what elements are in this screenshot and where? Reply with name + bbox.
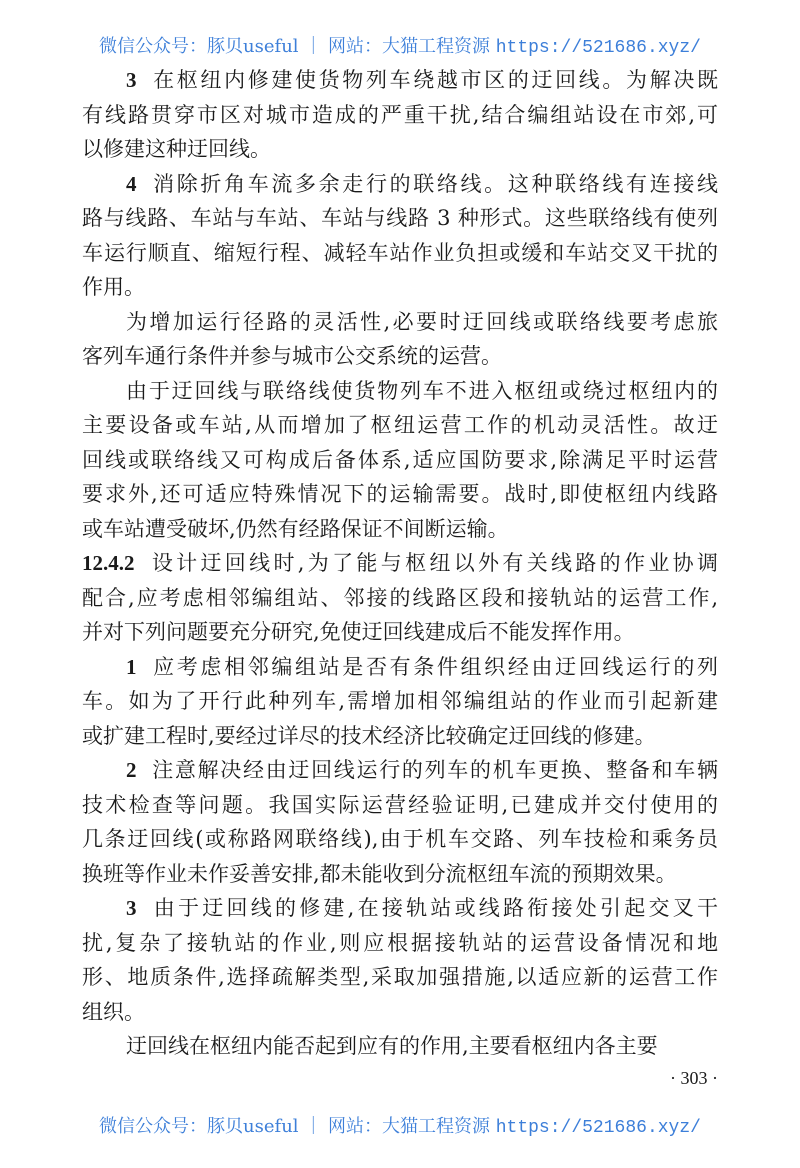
paragraph [82,891,718,1029]
text-line [82,339,718,374]
text-line [82,995,718,1030]
line-text: 注意解决经由迂回线运行的列车的机车更换、整备和车辆 [150,758,718,782]
watermark-url[interactable]: https://521686.xyz/ [495,1118,701,1138]
text-line [82,408,718,443]
text-line [82,822,718,857]
text-line [82,581,718,616]
text-line [82,650,718,685]
line-text: 并对下列问题要充分研究,免使迂回线建成后不能发挥作用。 [82,620,635,644]
item-number: 4 [126,171,137,196]
text-line [82,132,718,167]
text-line [82,443,718,478]
line-text: 车运行顺直、缩短行程、减轻车站作业负担或缓和车站交叉干扰的 [82,240,718,265]
line-text: 作用。 [82,275,145,299]
text-line [82,270,718,305]
line-text: 形、地质条件,选择疏解类型,采取加强措施,以适应新的运营工作 [82,965,718,989]
line-text: 由于迂回线与联络线使货物列车不进入枢纽或绕过枢纽内的 [126,378,718,403]
paragraph [82,650,718,754]
line-text: 为增加运行径路的灵活性,必要时迂回线或联络线要考虑旅 [126,309,718,334]
item-number: 3 [126,896,137,920]
watermark-text: 微信公众号：豚贝useful ｜ 网站：大猫工程资源 [99,36,496,57]
paragraph [82,753,718,891]
watermark-bottom [0,1112,800,1138]
line-text: 在枢纽内修建使货物列车绕越市区的迂回线。为解决既 [150,68,718,92]
line-text: 几条迂回线(或称路网联络线),由于机车交路、列车技检和乘务员 [82,827,718,851]
line-text: 主要设备或车站,从而增加了枢纽运营工作的机动灵活性。故迂 [82,413,718,437]
line-text: 路与线路、车站与车站、车站与线路 3 种形式。这些联络线有使列 [82,206,718,230]
text-line [82,167,718,202]
line-text: 或车站遭受破坏,仍然有经路保证不间断运输。 [82,516,509,541]
item-number: 3 [126,68,137,92]
watermark-top [0,32,800,58]
line-text: 设计迂回线时,为了能与枢纽以外有关线路的作业协调 [148,551,718,575]
line-text: 回线或联络线又可构成后备体系,适应国防要求,除满足平时运营 [82,447,718,472]
line-text: 由于迂回线的修建,在接轨站或线路衔接处引起交叉干 [150,896,718,920]
text-line [82,684,718,719]
line-text: 有线路贯穿市区对城市造成的严重干扰,结合编组站设在市郊,可 [82,102,718,127]
line-text: 应考虑相邻编组站是否有条件组织经由迂回线运行的列 [150,654,718,679]
document-body [82,63,718,1064]
line-text: 以修建这种迂回线。 [82,137,271,161]
section-paragraph [82,546,718,650]
paragraph [82,167,718,305]
watermark-url[interactable]: https://521686.xyz/ [495,38,701,58]
text-line [82,546,718,581]
text-line [82,236,718,271]
text-line [82,477,718,512]
line-text: 组织。 [82,999,145,1024]
line-text: 车。如为了开行此种列车,需增加相邻编组站的作业而引起新建 [82,689,718,713]
text-line [82,753,718,788]
line-text: 换班等作业未作妥善安排,都未能收到分流枢纽车流的预期效果。 [82,861,677,886]
text-line [82,201,718,236]
paragraph [82,374,718,547]
text-line [82,512,718,547]
text-line [82,857,718,892]
line-text: 配合,应考虑相邻编组站、邻接的线路区段和接轨站的运营工作, [82,585,718,610]
text-line [82,788,718,823]
page-number: · 303 · [670,1068,718,1088]
item-number: 1 [126,654,137,679]
section-number: 12.4.2 [82,551,135,575]
paragraph [82,305,718,374]
text-line [82,98,718,133]
text-line [82,305,718,340]
line-text: 技术检查等问题。我国实际运营经验证明,已建成并交付使用的 [82,792,718,817]
line-text: 消除折角车流多余走行的联络线。这种联络线有连接线 [150,171,718,196]
text-line [82,960,718,995]
text-line [82,63,718,98]
item-number: 2 [126,758,137,782]
text-line [82,374,718,409]
text-line [82,615,718,650]
paragraph [82,1029,718,1064]
line-text: 扰,复杂了接轨站的作业,则应根据接轨站的运营设备情况和地 [82,930,718,955]
line-text: 或扩建工程时,要经过详尽的技术经济比较确定迂回线的修建。 [82,723,656,748]
watermark-text: 微信公众号：豚贝useful ｜ 网站：大猫工程资源 [99,1116,496,1137]
text-line [82,1029,718,1064]
text-line [82,719,718,754]
line-text: 迂回线在枢纽内能否起到应有的作用,主要看枢纽内各主要 [126,1034,658,1058]
paragraph [82,63,718,167]
line-text: 客列车通行条件并参与城市公交系统的运营。 [82,344,502,368]
line-text: 要求外,还可适应特殊情况下的运输需要。战时,即使枢纽内线路 [82,482,718,506]
text-line [82,891,718,926]
text-line [82,926,718,961]
